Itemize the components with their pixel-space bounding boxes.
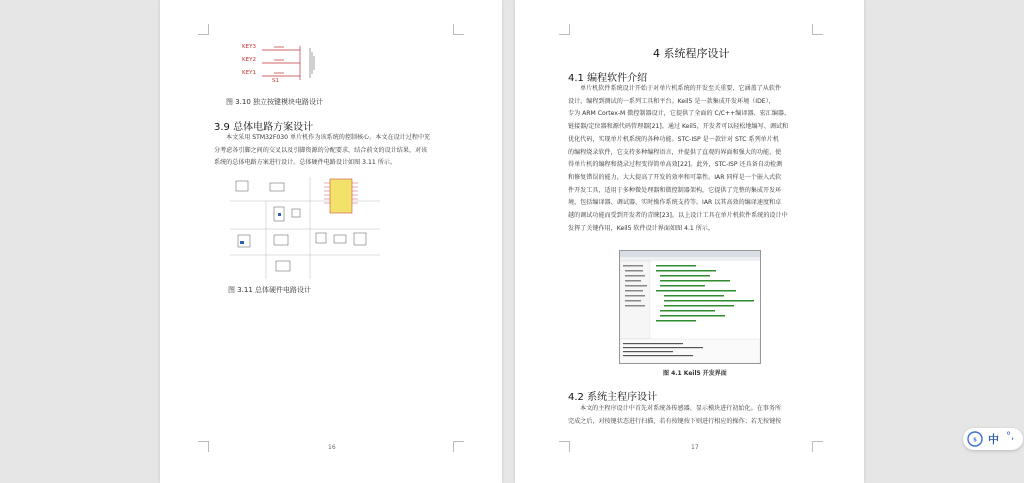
input-method-logo-icon[interactable] bbox=[967, 431, 983, 447]
text-line: 链接器/定位器和源代码管理器[21]。通过 Keil5，开发者可以轻松地编写、调试和 bbox=[568, 123, 789, 131]
key-label: KEY3 bbox=[242, 44, 256, 50]
figure-caption: 图 4.1 Keil5 开发界面 bbox=[663, 370, 727, 377]
document-page-17 bbox=[515, 0, 864, 483]
key-label: KEY2 bbox=[242, 57, 256, 63]
page-number: 16 bbox=[328, 444, 336, 451]
punctuation-icon[interactable]: °, bbox=[1006, 431, 1015, 442]
text-line: 单片机软件系统设计开始于对单片机系统的开发至关重要，它涵盖了从软件 bbox=[580, 85, 782, 92]
overall-circuit-figure bbox=[230, 177, 380, 279]
crop-mark bbox=[559, 441, 570, 452]
text-line: 得单片机的编程和烧录过程变得简单高效[22]。此外，STC-ISP 还具备自动检测 bbox=[568, 161, 783, 169]
svg-text:S: S bbox=[973, 437, 977, 444]
crop-mark bbox=[559, 24, 570, 35]
text-line: 优化代码，实现单片机系统的各种功能。STC-ISP 是一款针对 STC 系列单片机 bbox=[568, 135, 779, 143]
key-label: KEY1 bbox=[242, 70, 256, 76]
text-line: 境，包括编译器、调试器、实时操作系统支持等。IAR 以其高效的编译速度和卓 bbox=[568, 199, 782, 207]
crop-mark bbox=[812, 441, 823, 452]
figure-caption: 图 3.10 独立按键模块电路设计 bbox=[226, 98, 324, 106]
ime-floating-toolbar[interactable] bbox=[963, 428, 1023, 450]
crop-mark bbox=[198, 24, 209, 35]
text-line: 本文的主程序设计中首先对系统各传感器、显示模块进行初始化。在事务所 bbox=[580, 405, 782, 412]
body-paragraph bbox=[214, 132, 464, 170]
text-line: 专为 ARM Cortex-M 微控制器设计，它提供了全面的 C/C++编译器、宏汇编器、 bbox=[568, 110, 791, 118]
ide-window-graphic bbox=[620, 251, 760, 363]
switch-label: S1 bbox=[272, 78, 279, 84]
body-paragraph bbox=[568, 83, 823, 235]
keil-screenshot bbox=[619, 250, 761, 364]
section-heading: 4.1 编程软件介绍 bbox=[568, 73, 648, 84]
page-number: 17 bbox=[691, 444, 699, 451]
text-line: 件开发工具，适用于多种微处理器和微控制器架构，它提供了完整的集成开发环 bbox=[568, 186, 782, 194]
text-line: 设计、编程到测试的一系列工具和平台。Keil5 是一款集成开发环境（IDE）， bbox=[568, 97, 775, 105]
key-switch-graphic bbox=[240, 40, 330, 84]
body-paragraph bbox=[568, 403, 823, 428]
crop-mark bbox=[812, 24, 823, 35]
text-line: 系统的总体电路方案进行设计。总体硬件电路设计如图 3.11 所示。 bbox=[214, 159, 396, 167]
text-line: 本文采用 STM32F030 单片机作为该系统的控制核心。本文在设计过程中充 bbox=[226, 134, 431, 141]
crop-mark bbox=[453, 441, 464, 452]
text-line: 分考虑各引脚之间的交叉以及引脚资源的分配要求，结合前文的设计结果，对该 bbox=[214, 146, 428, 154]
text-line: 和修复错误的能力，大大提高了开发的效率和可靠性。IAR 同样是一个嵌入式软 bbox=[568, 173, 782, 181]
document-page-16 bbox=[160, 0, 502, 483]
crop-mark bbox=[453, 24, 464, 35]
section-heading: 4.2 系统主程序设计 bbox=[568, 392, 658, 403]
circuit-diagram bbox=[230, 177, 380, 279]
section-heading: 3.9 总体电路方案设计 bbox=[214, 122, 314, 133]
key-schematic bbox=[240, 40, 330, 84]
text-line: 发挥了关键作用，Keil5 软件设计界面如图 4.1 所示。 bbox=[568, 224, 714, 232]
text-line: 的编程烧录软件，它支持多种编程语言，并提供了直观的界面和强大的功能，使 bbox=[568, 148, 782, 156]
crop-mark bbox=[198, 441, 209, 452]
figure-caption: 图 3.11 总体硬件电路设计 bbox=[228, 286, 312, 294]
chinese-mode-icon[interactable]: 中 bbox=[988, 433, 999, 446]
text-line: 越的调试功能而受到开发者的青睐[23]。以上设计工具在单片机软件系统的设计中 bbox=[568, 212, 788, 220]
chapter-title: 4 系统程序设计 bbox=[653, 47, 730, 60]
text-line: 完成之后，对按键状态进行扫描，若有按键按下则进行相应的操作；若无按键按 bbox=[568, 417, 782, 425]
